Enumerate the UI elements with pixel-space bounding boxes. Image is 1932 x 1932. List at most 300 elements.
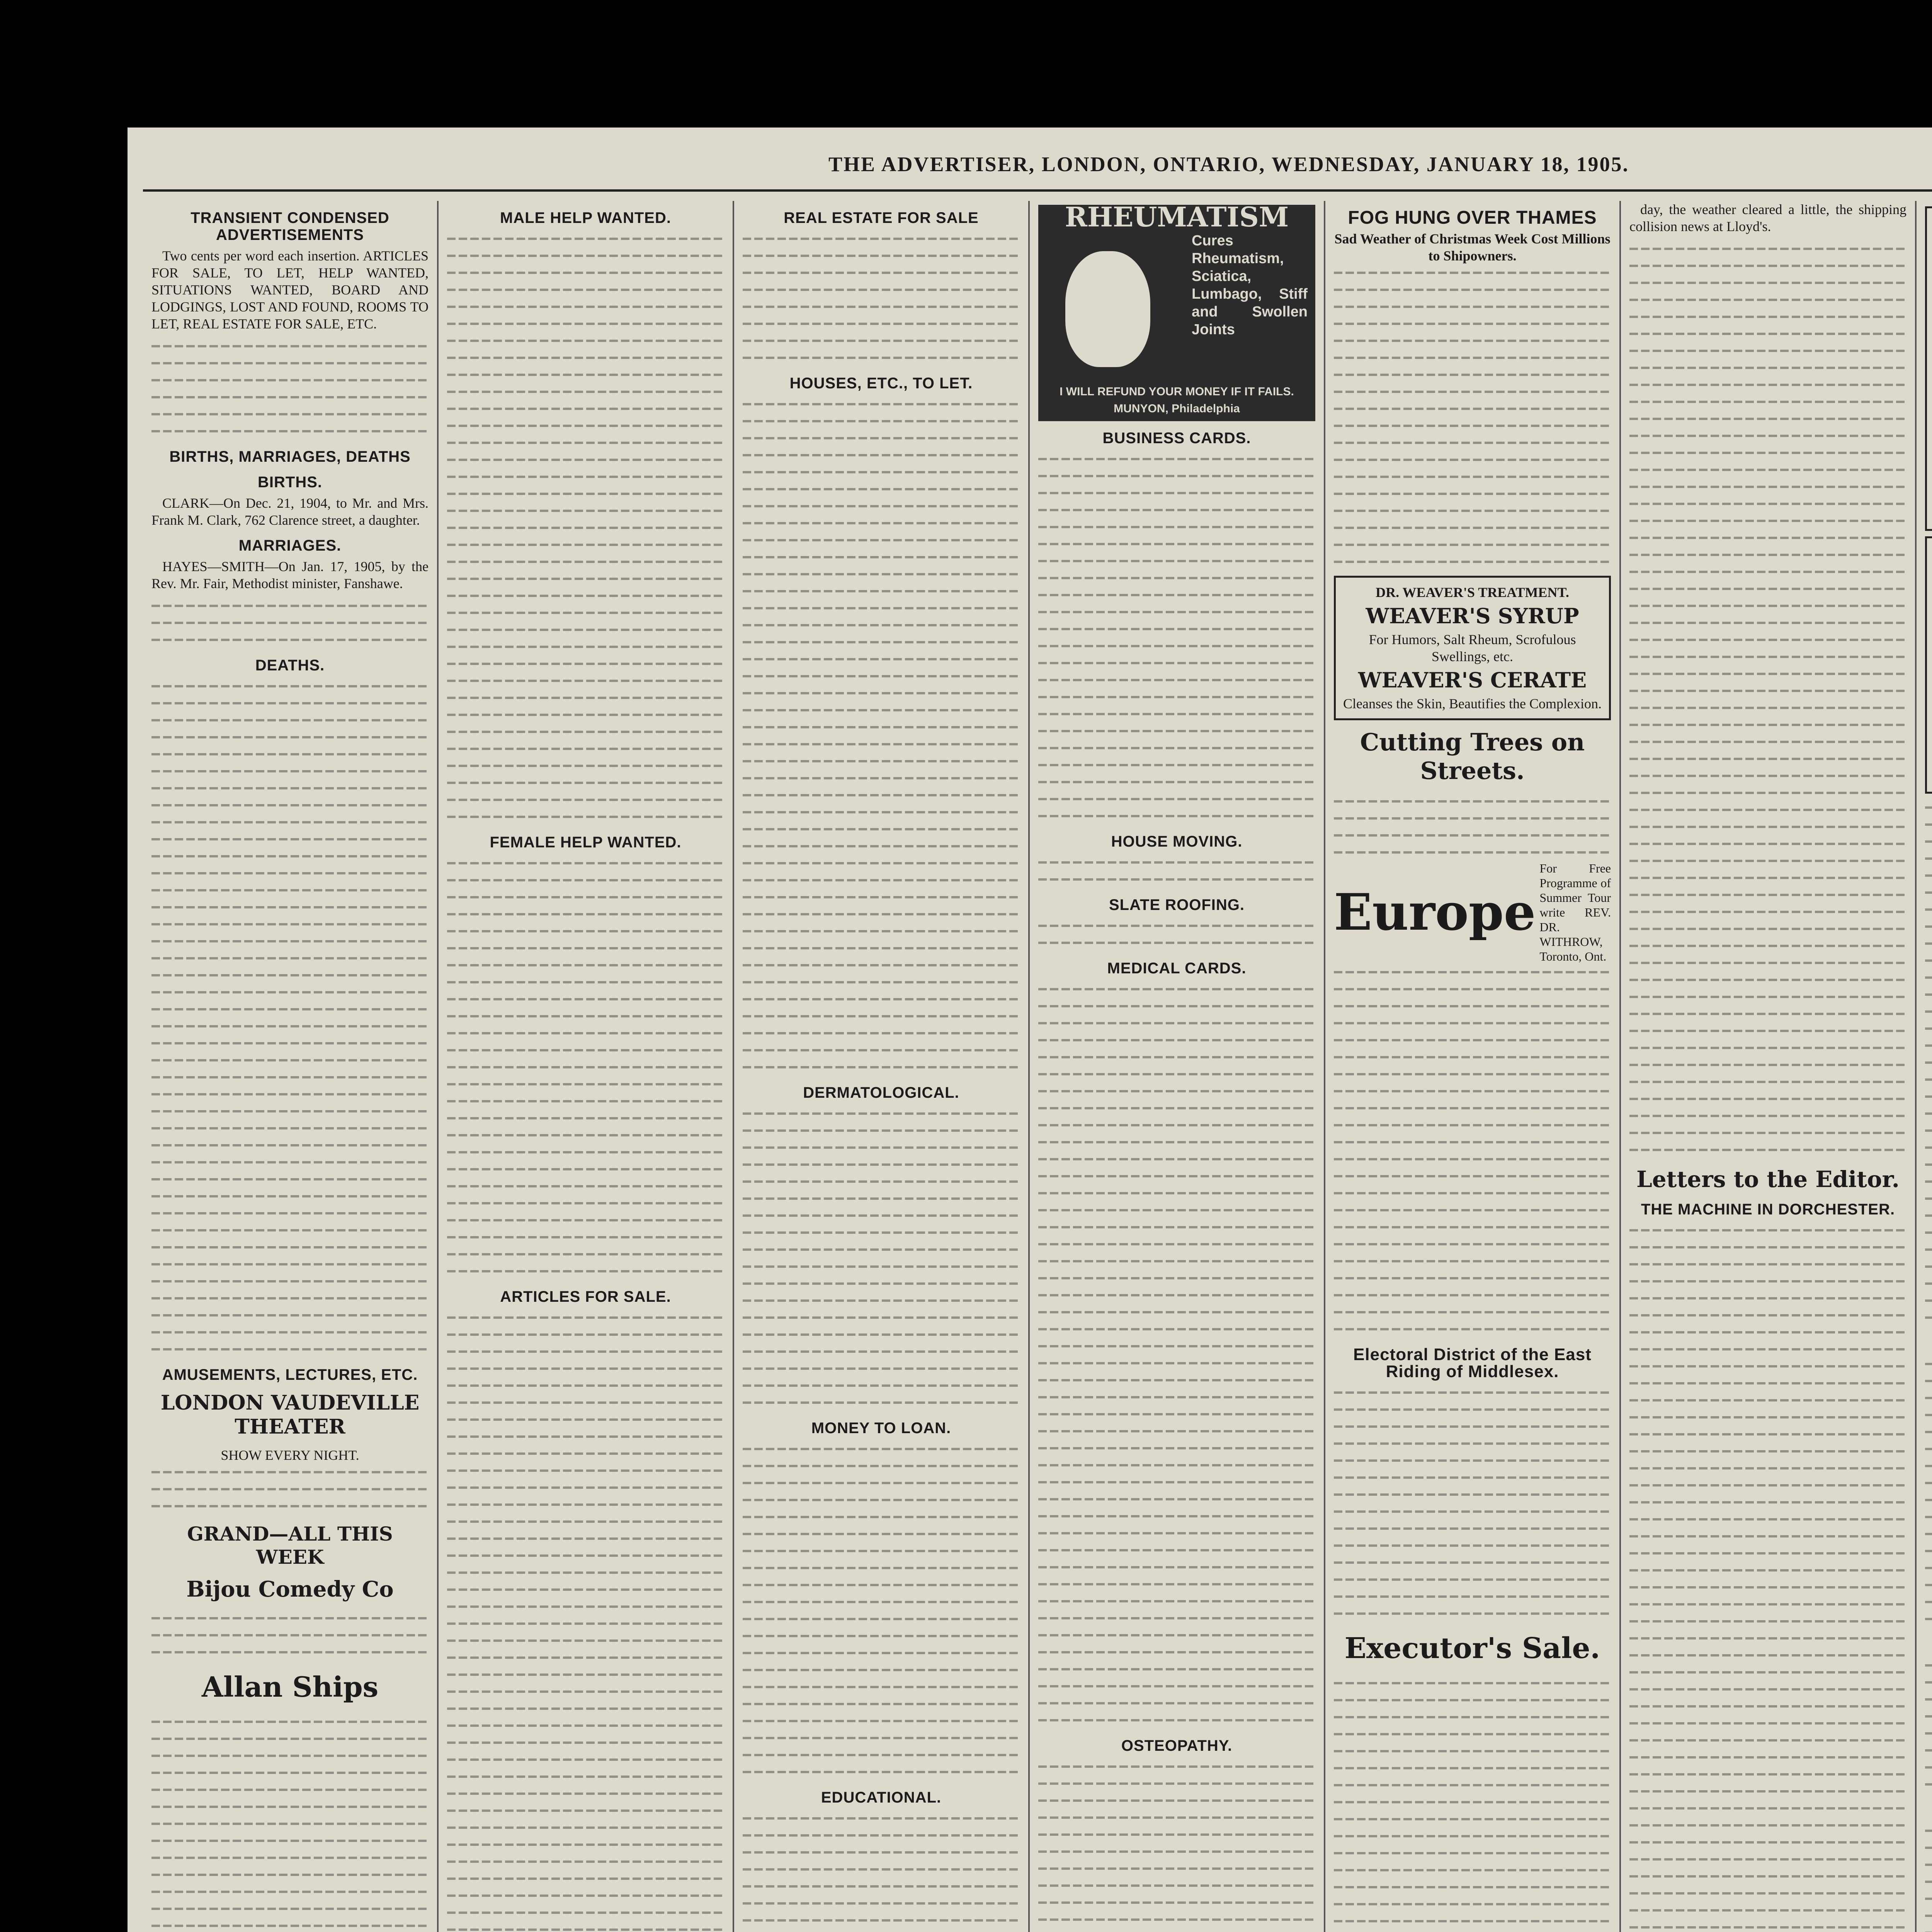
text-line: [743, 1827, 1020, 1844]
text-line: [1629, 1596, 1906, 1613]
text-line: [447, 1666, 724, 1683]
text-line: [1038, 1134, 1315, 1151]
text-line: [743, 872, 1020, 889]
text-line: [1629, 427, 1906, 444]
text-line: [743, 1173, 1020, 1190]
text-line: [743, 1509, 1020, 1526]
text-line: [1334, 1726, 1611, 1743]
text-line: [1334, 1384, 1611, 1401]
text-line: [743, 1190, 1020, 1207]
text-line: [447, 774, 724, 791]
weaver-ad: [1334, 576, 1611, 720]
winslow-heading: [1925, 1636, 1932, 1653]
text-line: [743, 1696, 1020, 1713]
text-line: [151, 729, 429, 746]
text-line: [151, 1188, 429, 1205]
text-line: [151, 1001, 429, 1018]
heading-births: BIRTHS.: [258, 474, 322, 491]
text-line: [1925, 1355, 1932, 1372]
text-line: [1334, 1032, 1611, 1049]
text-line: [1925, 1890, 1932, 1907]
text-line: [1629, 376, 1906, 393]
text-line: [1334, 1913, 1611, 1930]
text-line: [151, 1171, 429, 1188]
text-line: [1925, 1139, 1932, 1156]
text-line: [447, 1513, 724, 1530]
text-line: [1038, 1576, 1315, 1593]
text-line: [1334, 1435, 1611, 1452]
text-line: [1629, 512, 1906, 529]
text-line: [447, 638, 724, 655]
text-line: [447, 889, 724, 906]
text-line: [1038, 1202, 1315, 1219]
text-line: [1038, 553, 1315, 570]
text-line: [743, 787, 1020, 804]
text-line: [1629, 393, 1906, 410]
text-line: [1629, 716, 1906, 733]
text-line: [447, 315, 724, 332]
text-line: [447, 1263, 724, 1280]
text-line: [1038, 808, 1315, 825]
text-line: [151, 1120, 429, 1137]
text-line: [1925, 1292, 1932, 1309]
text-line: [1334, 298, 1611, 315]
text-line: [151, 763, 429, 780]
text-line: [151, 1883, 429, 1900]
text-line: [1925, 918, 1932, 935]
text-line: [1629, 1324, 1906, 1341]
text-line: [1629, 1460, 1906, 1477]
text-line: [743, 974, 1020, 991]
text-line: [1629, 563, 1906, 580]
text-line: [1629, 1494, 1906, 1511]
text-line: [447, 1819, 724, 1836]
text-line: [1334, 1270, 1611, 1287]
text-line: [1629, 818, 1906, 835]
text-line: [1925, 850, 1932, 867]
text-line: [743, 1844, 1020, 1861]
text-line: [1925, 1258, 1932, 1275]
text-line: [1334, 519, 1611, 536]
text-line: [447, 1127, 724, 1144]
text-line: [743, 1645, 1020, 1662]
text-line: [1925, 1657, 1932, 1674]
text-line: [1038, 604, 1315, 621]
text-line: [743, 1440, 1020, 1458]
text-line: [1334, 1401, 1611, 1418]
text-line: [1334, 1828, 1611, 1845]
text-line: [1334, 1845, 1611, 1862]
text-line: [743, 247, 1020, 264]
allan-ships: Allan Ships: [201, 1670, 379, 1703]
text-line: [1334, 485, 1611, 502]
text-line: [1334, 844, 1611, 861]
text-line: [447, 1195, 724, 1212]
text-line: [1925, 1003, 1932, 1020]
text-line: [1629, 1783, 1906, 1800]
text-line: [743, 1292, 1020, 1309]
text-line: [1334, 1862, 1611, 1879]
text-line: [151, 1137, 429, 1154]
text-line: [447, 1751, 724, 1768]
text-line: [447, 1479, 724, 1496]
heading-dermatological: DERMATOLOGICAL.: [803, 1084, 959, 1101]
text-line: [743, 413, 1020, 430]
text-line: [1925, 1309, 1932, 1326]
text-line: [1629, 1273, 1906, 1290]
text-line: [1334, 315, 1611, 332]
text-line: [1334, 1219, 1611, 1236]
births-text: CLARK—On Dec. 21, 1904, to Mr. and Mrs. Frank M. Clark, 762 Clarence street, a daughter.: [151, 495, 429, 528]
heading-special-notice: [1925, 1335, 1932, 1352]
text-line: [1629, 971, 1906, 988]
text-line: [1629, 495, 1906, 512]
text-line: [743, 838, 1020, 855]
text-line: [1334, 1321, 1611, 1338]
text-line: [1334, 1794, 1611, 1811]
text-line: [1038, 1758, 1315, 1775]
text-line: [1038, 1860, 1315, 1877]
text-line: [1038, 485, 1315, 502]
text-line: [743, 1543, 1020, 1560]
text-line: [1038, 570, 1315, 587]
text-line: [1925, 1241, 1932, 1258]
text-line: [151, 1464, 429, 1481]
text-line: [1629, 733, 1906, 750]
text-line: [1925, 1423, 1932, 1440]
text-line: [1038, 1542, 1315, 1559]
text-line: [447, 1411, 724, 1428]
heading-house-moving: HOUSE MOVING.: [1111, 833, 1243, 850]
text-line: [1925, 1611, 1932, 1628]
text-line: [1334, 1503, 1611, 1520]
europe-ad: [1334, 861, 1611, 964]
fog-subheading: Sad Weather of Christmas Week Cost Millions to Shipowners.: [1334, 231, 1611, 264]
munyon-rheumatism-ad: [1038, 201, 1315, 421]
text-line: [1038, 706, 1315, 723]
heading-medical: MEDICAL CARDS.: [1107, 960, 1247, 977]
heading-machine: THE MACHINE IN DORCHESTER.: [1641, 1201, 1895, 1218]
text-line: [151, 631, 429, 648]
text-line: [151, 1205, 429, 1222]
text-line: [1334, 1185, 1611, 1202]
text-line: [1629, 1613, 1906, 1630]
text-line: [743, 957, 1020, 974]
text-line: [1334, 793, 1611, 810]
text-line: [1038, 536, 1315, 553]
text-line: [1925, 1725, 1932, 1742]
text-line: [1925, 1907, 1932, 1924]
text-line: [1925, 1560, 1932, 1577]
text-line: [1629, 1090, 1906, 1107]
text-line: [1925, 935, 1932, 952]
text-line: [1038, 1185, 1315, 1202]
heading-money-loan: MONEY TO LOAN.: [811, 1420, 951, 1437]
text-line: [1038, 1015, 1315, 1032]
text-line: [447, 1229, 724, 1246]
text-line: [1925, 969, 1932, 986]
text-line: [1629, 1834, 1906, 1851]
text-line: [447, 706, 724, 723]
text-line: [743, 804, 1020, 821]
text-line: [1038, 981, 1315, 998]
text-line: [151, 814, 429, 831]
text-line: [1334, 434, 1611, 451]
text-line: [743, 1560, 1020, 1577]
masthead: [128, 143, 1932, 185]
text-line: [447, 791, 724, 808]
text-line: [743, 230, 1020, 247]
weaver-heading: DR. WEAVER'S TREATMENT.: [1376, 585, 1569, 600]
text-line: [1334, 1811, 1611, 1828]
text-line: [447, 1110, 724, 1127]
text-line: [151, 614, 429, 631]
text-line: [447, 434, 724, 451]
london-vaudeville-sub: SHOW EVERY NIGHT.: [221, 1447, 359, 1463]
text-line: [1925, 986, 1932, 1003]
column-1: [143, 201, 439, 1932]
text-line: [1334, 1304, 1611, 1321]
text-line: [1334, 1287, 1611, 1304]
text-line: [1038, 1253, 1315, 1270]
text-line: [447, 957, 724, 974]
text-line: [1038, 1911, 1315, 1928]
text-line: [1629, 1124, 1906, 1141]
text-line: [1629, 359, 1906, 376]
text-line: [1038, 1928, 1315, 1932]
text-line: [151, 1035, 429, 1052]
text-line: [1038, 934, 1315, 951]
text-line: [1629, 444, 1906, 461]
text-line: [151, 1849, 429, 1866]
text-line: [1629, 342, 1906, 359]
text-line: [743, 685, 1020, 702]
text-line: [743, 1861, 1020, 1878]
heading-houses: HOUSES, ETC., TO LET.: [789, 375, 973, 392]
sedentary-heading: [1925, 1801, 1932, 1818]
text-line: [1629, 1141, 1906, 1158]
grand-theatre: GRAND—ALL THIS WEEK: [187, 1522, 393, 1568]
text-line: [1334, 1537, 1611, 1554]
text-line: [447, 400, 724, 417]
text-line: [1629, 767, 1906, 784]
text-line: [1038, 1775, 1315, 1792]
weaver-cerate-sub: Cleanses the Skin, Beautifies the Complexion.: [1343, 696, 1602, 711]
text-line: [1925, 1207, 1932, 1224]
text-line: [447, 1059, 724, 1076]
text-line: [447, 264, 724, 281]
text-line: [743, 332, 1020, 349]
text-line: [1629, 1358, 1906, 1375]
text-line: [743, 1611, 1020, 1628]
text-line: [1629, 478, 1906, 495]
text-line: [1038, 740, 1315, 757]
masthead-title: THE ADVERTISER, LONDON, ONTARIO, WEDNESDAY, JANUARY 18, 1905.: [828, 153, 1629, 176]
text-line: [1629, 1477, 1906, 1494]
text-line: [1925, 1691, 1932, 1708]
text-line: [447, 1836, 724, 1853]
text-line: [151, 1798, 429, 1815]
text-line: [1038, 1270, 1315, 1287]
text-line: [447, 1394, 724, 1411]
text-line: [743, 1895, 1020, 1912]
text-line: [1038, 1406, 1315, 1423]
text-line: [1334, 1571, 1611, 1588]
text-line: [1629, 1107, 1906, 1124]
text-line: [151, 1481, 429, 1498]
text-line: [743, 583, 1020, 600]
text-line: [1925, 1776, 1932, 1793]
text-line: [1038, 1491, 1315, 1508]
text-line: [1629, 1528, 1906, 1545]
london-vaudeville: LONDON VAUDEVILLE THEATER: [160, 1391, 420, 1439]
text-line: [1925, 1156, 1932, 1173]
text-line: [1038, 1661, 1315, 1678]
heading-male-help: MALE HELP WANTED.: [500, 209, 671, 226]
text-line: [1334, 1675, 1611, 1692]
text-line: [743, 1492, 1020, 1509]
text-line: [1334, 1930, 1611, 1932]
text-line: [743, 1207, 1020, 1224]
text-line: [1925, 952, 1932, 969]
text-line: [151, 1103, 429, 1120]
evening-dress-ad: [1925, 536, 1932, 794]
text-line: [151, 1713, 429, 1730]
text-line: [151, 1086, 429, 1103]
text-line: [151, 1069, 429, 1086]
text-line: [1038, 689, 1315, 706]
text-line: [151, 1866, 429, 1883]
text-line: [1629, 648, 1906, 665]
text-line: [743, 264, 1020, 281]
text-line: [447, 1008, 724, 1025]
text-line: [1038, 1355, 1315, 1372]
text-line: [151, 678, 429, 695]
text-line: [447, 1212, 724, 1229]
text-line: [743, 1594, 1020, 1611]
column-5: [1325, 201, 1621, 1932]
text-line: [1925, 1924, 1932, 1932]
text-line: [1334, 1709, 1611, 1726]
text-line: [447, 1547, 724, 1564]
text-line: [1629, 1902, 1906, 1919]
executors-sale: Executor's Sale.: [1344, 1632, 1600, 1665]
text-line: [447, 1246, 724, 1263]
text-line: [1334, 1083, 1611, 1100]
text-line: [151, 338, 429, 355]
text-line: [447, 991, 724, 1008]
text-line: [151, 916, 429, 933]
text-line: [1629, 852, 1906, 869]
text-line: [1925, 1372, 1932, 1389]
rheumatism-side-text: Cures Rheumatism, Sciatica, Lumbago, Stiff and Swollen Joints: [1192, 233, 1308, 338]
text-line: [743, 1059, 1020, 1076]
text-line: [447, 1768, 724, 1785]
text-line: [1629, 291, 1906, 308]
text-line: [1925, 867, 1932, 884]
text-line: [447, 383, 724, 400]
text-line: [1038, 638, 1315, 655]
text-line: [447, 689, 724, 706]
text-line: [447, 872, 724, 889]
text-line: [151, 1498, 429, 1515]
text-line: [1925, 1105, 1932, 1122]
text-line: [447, 1598, 724, 1615]
text-line: [447, 519, 724, 536]
text-line: [1038, 871, 1315, 888]
weaver-syrup: WEAVER'S SYRUP: [1366, 604, 1579, 628]
heading-osteopathy: OSTEOPATHY.: [1121, 1737, 1233, 1754]
text-line: [1629, 1443, 1906, 1460]
text-line: [743, 1394, 1020, 1411]
text-line: [1038, 1440, 1315, 1457]
heading-deaths: DEATHS.: [255, 657, 325, 674]
letters-editor: Letters to the Editor.: [1636, 1166, 1900, 1192]
text-line: [447, 1076, 724, 1093]
text-line: [1629, 529, 1906, 546]
text-line: [1925, 1526, 1932, 1543]
text-line: [1629, 274, 1906, 291]
text-line: [1038, 1593, 1315, 1610]
text-line: [1038, 1117, 1315, 1134]
text-line: [743, 498, 1020, 515]
text-line: [1629, 461, 1906, 478]
text-line: [447, 1496, 724, 1513]
text-line: [1629, 1256, 1906, 1273]
text-line: [1925, 1509, 1932, 1526]
text-line: [447, 1581, 724, 1598]
text-line: [151, 389, 429, 406]
text-line: [151, 1341, 429, 1358]
text-line: [1925, 1475, 1932, 1492]
text-line: [1925, 1674, 1932, 1691]
text-line: [1038, 1559, 1315, 1576]
text-line: [1925, 799, 1932, 816]
text-line: [1038, 1843, 1315, 1860]
text-line: [1629, 1409, 1906, 1426]
text-line: [1629, 665, 1906, 682]
text-line: [447, 757, 724, 774]
text-line: [1629, 750, 1906, 767]
text-line: [743, 753, 1020, 770]
text-line: [1038, 655, 1315, 672]
text-line: [1038, 1287, 1315, 1304]
text-line: [1629, 1290, 1906, 1307]
text-line: [447, 1042, 724, 1059]
text-line: [1629, 1341, 1906, 1358]
text-line: [151, 695, 429, 712]
text-line: [1334, 383, 1611, 400]
text-line: [1629, 903, 1906, 920]
text-line: [743, 549, 1020, 566]
text-line: [743, 1912, 1020, 1929]
text-line: [151, 1815, 429, 1832]
text-line: [1629, 835, 1906, 852]
text-line: [1038, 1525, 1315, 1542]
text-line: [743, 1713, 1020, 1730]
text-line: [447, 1462, 724, 1479]
text-line: [743, 1008, 1020, 1025]
heading-marriages: MARRIAGES.: [238, 537, 342, 554]
text-line: [743, 396, 1020, 413]
text-line: [1334, 1151, 1611, 1168]
text-line: [447, 298, 724, 315]
europe-title: Europe: [1334, 883, 1536, 942]
text-line: [1629, 920, 1906, 937]
column-4: [1030, 201, 1325, 1932]
text-line: [1925, 1839, 1932, 1856]
heading-transient: TRANSIENT CONDENSED ADVERTISEMENTS: [190, 209, 389, 243]
